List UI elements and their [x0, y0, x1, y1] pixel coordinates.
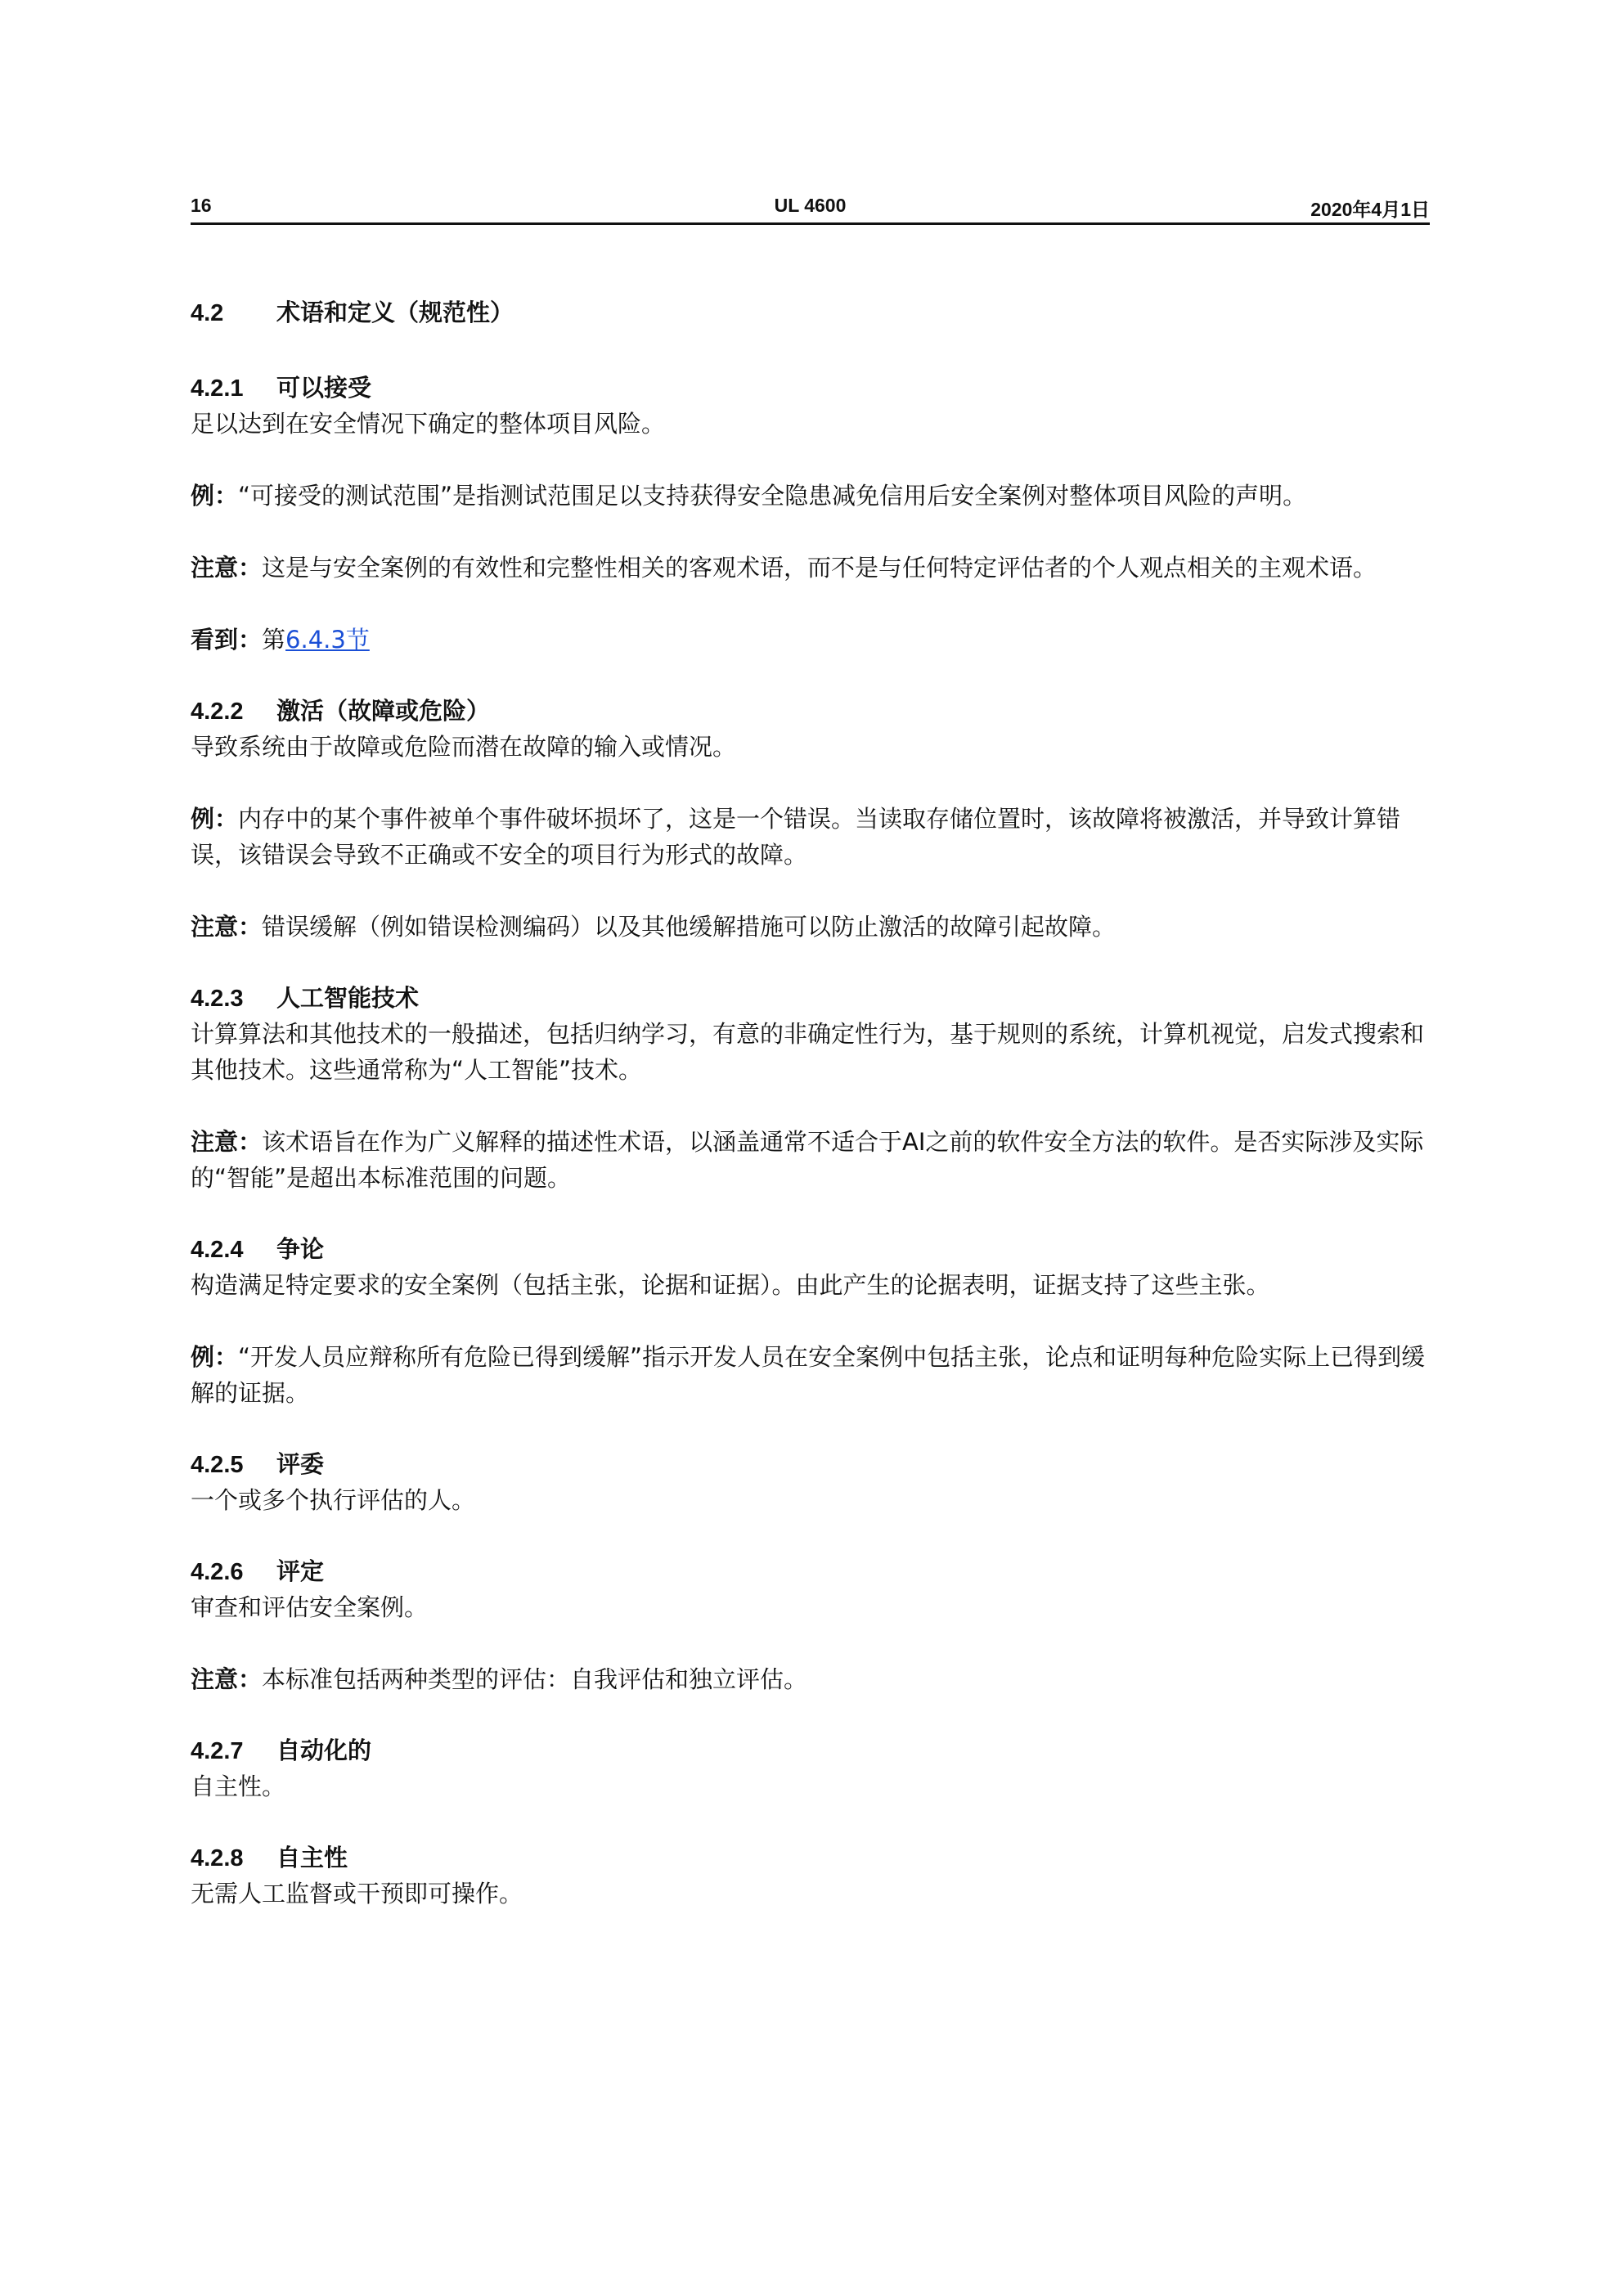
term-definition: 无需人工监督或干预即可操作。 [191, 1880, 523, 1907]
document-body [191, 294, 1467, 1948]
term-definition: 足以达到在安全情况下确定的整体项目风险。 [191, 410, 666, 438]
section-heading: 4.2 术语和定义（规范性） [191, 299, 514, 326]
header-date: 2020年4月1日 [1310, 199, 1430, 220]
term-heading: 4.2.6 评定 [191, 1557, 325, 1585]
term-note: 注意：这是与安全案例的有效性和完整性相关的客观术语，而不是与任何特定评估者的个人观点相关的主观术语。 [191, 554, 1377, 582]
term-heading: 4.2.2 激活（故障或危险） [191, 697, 491, 725]
term-definition: 构造满足特定要求的安全案例（包括主张，论据和证据）。由此产生的论据表明，证据支持了这些主张。 [191, 1271, 1270, 1299]
term-note: 注意：本标准包括两种类型的评估：自我评估和独立评估。 [191, 1665, 808, 1693]
term-note: 注意：该术语旨在作为广义解释的描述性术语，以涵盖通常不适合于AI之前的软件安全方法的软件。是否实际涉及实际的“智能”是超出本标准范围的问题。 [191, 1128, 1424, 1192]
term-heading: 4.2.8 自主性 [191, 1844, 348, 1871]
term-definition: 计算算法和其他技术的一般描述，包括归纳学习，有意的非确定性行为，基于规则的系统，计算机视觉，启发式搜索和其他技术。这些通常称为“人工智能”技术。 [191, 1020, 1425, 1084]
page-header [191, 193, 1430, 225]
term-definition: 导致系统由于故障或危险而潜在故障的输入或情况。 [191, 733, 737, 761]
term-definition: 审查和评估安全案例。 [191, 1593, 429, 1621]
term-see-also: 看到：第6.4.3节 [191, 626, 370, 654]
term-heading: 4.2.1 可以接受 [191, 374, 372, 402]
term-note: 注意：错误缓解（例如错误检测编码）以及其他缓解措施可以防止激活的故障引起故障。 [191, 913, 1117, 941]
term-example: 例：“可接受的测试范围”是指测试范围足以支持获得安全隐患减免信用后安全案例对整体项目风险的声明。 [191, 482, 1307, 510]
term-heading: 4.2.3 人工智能技术 [191, 984, 420, 1012]
term-example: 例：“开发人员应辩称所有危险已得到缓解”指示开发人员在安全案例中包括主张，论点和证明每种危险实际上已得到缓解的证据。 [191, 1343, 1426, 1407]
term-heading: 4.2.7 自动化的 [191, 1737, 372, 1764]
standard-name: UL 4600 [774, 195, 847, 216]
page-number: 16 [191, 195, 212, 216]
term-definition: 一个或多个执行评估的人。 [191, 1486, 476, 1514]
term-definition: 自主性。 [191, 1773, 286, 1800]
term-heading: 4.2.5 评委 [191, 1450, 325, 1478]
term-heading: 4.2.4 争论 [191, 1235, 325, 1263]
term-example: 例：内存中的某个事件被单个事件破坏损坏了，这是一个错误。当读取存储位置时，该故障将被激活，并导致计算错误，该错误会导致不正确或不安全的项目行为形式的故障。 [191, 805, 1401, 869]
section-link[interactable]: 6.4.3节 [285, 626, 370, 654]
